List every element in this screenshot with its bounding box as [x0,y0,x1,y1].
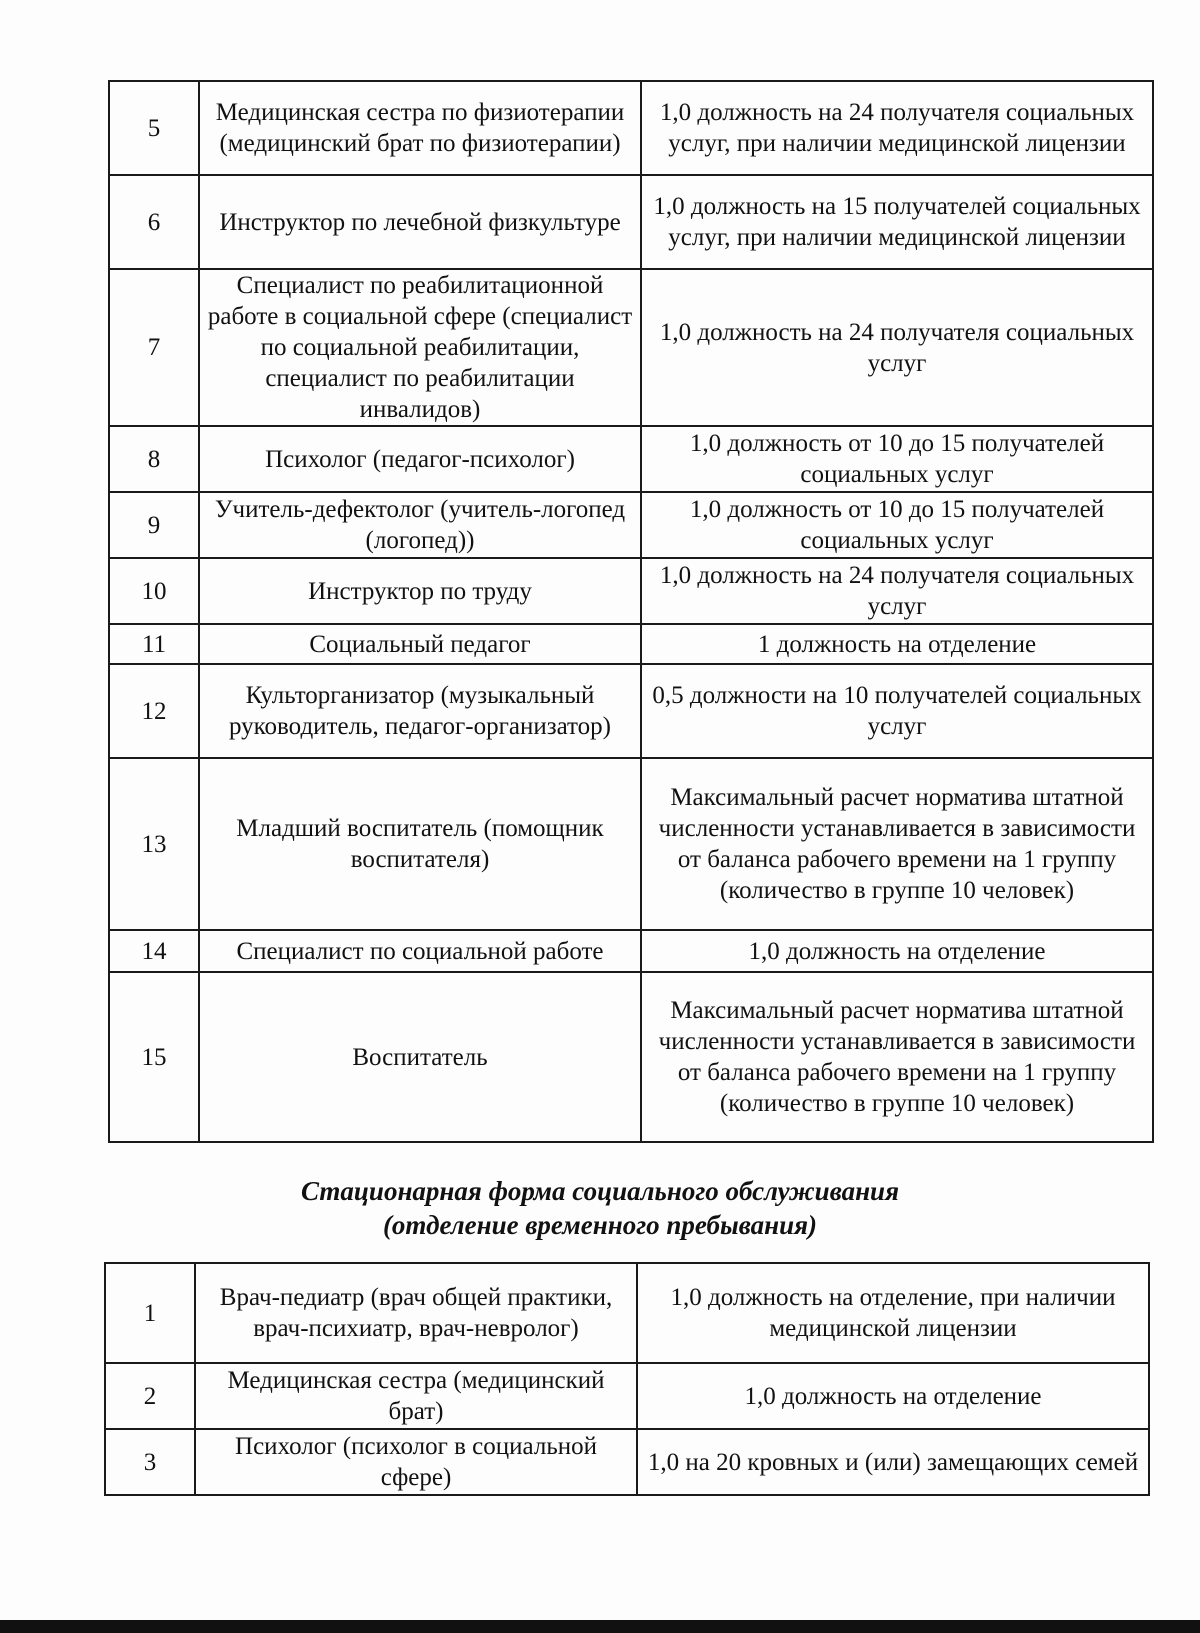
position-name: Учитель-дефектолог (учитель-логопед (логопед)) [199,492,641,558]
position-name: Врач-педиатр (врач общей практики, врач-психиатр, врач-невролог) [195,1263,637,1363]
staffing-norm: 1,0 должность на отделение, при наличии медицинской лицензии [637,1263,1149,1363]
position-name: Воспитатель [199,972,641,1142]
staffing-norm: 1,0 должность на 24 получателя социальных услуг, при наличии медицинской лицензии [641,81,1153,175]
row-number: 14 [109,930,199,972]
table-row [109,558,1153,624]
staffing-norm: 1,0 должность на 24 получателя социальных услуг [641,558,1153,624]
staffing-norm: Максимальный расчет норматива штатной численности устанавливается в зависимости от баланса рабочего времени на 1 группу (количество в группе 10 человек) [641,972,1153,1142]
staffing-norm: 1,0 должность на отделение [637,1363,1149,1429]
position-name: Медицинская сестра (медицинский брат) [195,1363,637,1429]
row-number: 8 [109,426,199,492]
row-number: 7 [109,269,199,426]
row-number: 3 [105,1429,195,1495]
table-row [109,81,1153,175]
staffing-norm: 1,0 должность на отделение [641,930,1153,972]
staffing-norm: 0,5 должности на 10 получателей социальных услуг [641,664,1153,758]
position-name: Специалист по социальной работе [199,930,641,972]
table-row [109,972,1153,1142]
position-name: Социальный педагог [199,624,641,664]
position-name: Инструктор по труду [199,558,641,624]
position-name: Психолог (психолог в социальной сфере) [195,1429,637,1495]
staffing-table-temporary-stay [104,1262,1150,1496]
table-row [109,175,1153,269]
position-name: Специалист по реабилитационной работе в социальной сфере (специалист по социальной реабилитации, специалист по реабилитации инвалидов) [199,269,641,426]
row-number: 11 [109,624,199,664]
table-row [105,1363,1149,1429]
staffing-norm: 1,0 должность от 10 до 15 получателей социальных услуг [641,426,1153,492]
position-name: Инструктор по лечебной физкультуре [199,175,641,269]
staffing-norm: 1,0 должность от 10 до 15 получателей социальных услуг [641,492,1153,558]
section-heading: Стационарная форма социального обслуживания [301,1176,899,1206]
position-name: Психолог (педагог-психолог) [199,426,641,492]
position-name: Медицинская сестра по физиотерапии (медицинский брат по физиотерапии) [199,81,641,175]
row-number: 9 [109,492,199,558]
row-number: 10 [109,558,199,624]
table-row [109,930,1153,972]
row-number: 1 [105,1263,195,1363]
table-row [105,1263,1149,1363]
position-name: Младший воспитатель (помощник воспитателя) [199,758,641,930]
table-row [105,1429,1149,1495]
table-row [109,624,1153,664]
section-subheading: (отделение временного пребывания) [382,1210,818,1240]
row-number: 2 [105,1363,195,1429]
row-number: 13 [109,758,199,930]
row-number: 15 [109,972,199,1142]
row-number: 6 [109,175,199,269]
row-number: 5 [109,81,199,175]
staffing-norm: 1,0 должность на 15 получателей социальных услуг, при наличии медицинской лицензии [641,175,1153,269]
position-name: Культорганизатор (музыкальный руководитель, педагог-организатор) [199,664,641,758]
staffing-norm: 1 должность на отделение [641,624,1153,664]
table-row [109,426,1153,492]
table-row [109,492,1153,558]
table-row [109,664,1153,758]
staffing-norm: Максимальный расчет норматива штатной численности устанавливается в зависимости от баланса рабочего времени на 1 группу (количество в группе 10 человек) [641,758,1153,930]
staffing-norm: 1,0 должность на 24 получателя социальных услуг [641,269,1153,426]
table-row [109,269,1153,426]
scan-edge-bar [0,1620,1200,1633]
staffing-norm: 1,0 на 20 кровных и (или) замещающих семей [637,1429,1149,1495]
staffing-table-continued [108,80,1154,1143]
row-number: 12 [109,664,199,758]
table-row [109,758,1153,930]
